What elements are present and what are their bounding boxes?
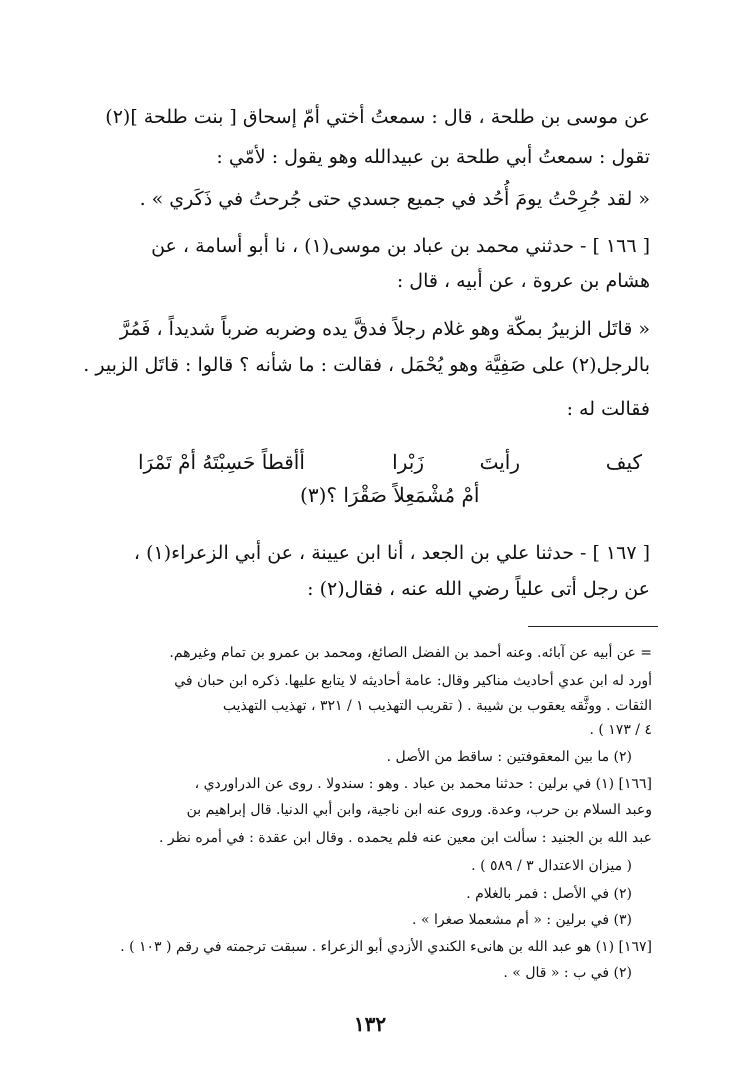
footnote-line: ( ميزان الاعتدال ٣ / ٥٨٩ ) . — [471, 858, 632, 874]
main-text-line: عن رجل أتى علياً رضي الله عنه ، فقال(٢) : — [307, 578, 650, 600]
main-text-line: هشام بن عروة ، عن أبيه ، قال : — [396, 270, 650, 292]
main-text-line: تقول : سمعتُ أبي طلحة بن عبيدالله وهو يقول : لأمّي : — [216, 146, 650, 168]
main-text-line: بالرجل(٢) على صَفِيَّة وهو يُحْمَل ، فقالت : ما شأنه ؟ قالوا : قاتَل الزبير . — [83, 354, 650, 376]
footnote-separator — [528, 626, 658, 627]
poem-line: أمْ مُشْمَعِلاً صَقْرَا ؟(٣) — [300, 483, 480, 507]
footnote-line: ٤ / ١٧٣ ) . — [589, 722, 652, 738]
footnote-line: (٢) ما بين المعقوفتين : ساقط من الأصل . — [386, 749, 632, 765]
footnote-line: أورد له ابن عدي أحاديث مناكير وقال: عامة أحاديثه لا يتابع عليها. ذكره ابن حبان في — [174, 673, 652, 689]
page-number: ١٣٢ — [353, 1012, 387, 1036]
footnote-line: = عن أبيه عن آبائه. وعنه أحمد بن الفضل الصائغ، ومحمد بن عمرو بن تمام وغيرهم. — [169, 645, 652, 661]
hadith-167-heading: [ ١٦٧ ] - حدثنا علي بن الجعد ، أنا ابن عيينة ، عن أبي الزعراء(١) ، — [133, 542, 650, 564]
poem-hemistich: أأقطاً حَسِبْتَهُ أمْ تَمْرَا — [138, 450, 305, 474]
main-text-line: فقالت له : — [566, 398, 650, 420]
footnote-line: [١٦٧] (١) هو عبد الله بن هانىء الكندي الأزدي أبو الزعراء . سبقت ترجمته في رقم ( ١٠٣ ) . — [120, 939, 652, 955]
poem-word: كيف — [605, 450, 642, 474]
footnote-line: (٣) في برلين : « أم مشعملا صغرا » . — [412, 912, 632, 928]
footnote-line: [١٦٦] (١) في برلين : حدثنا محمد بن عباد . وهو : سندولا . روى عن الدراوردي ، — [194, 776, 652, 792]
main-text-line: « قاتَل الزبيرُ بمكّة وهو غلام رجلاً فدقَّ يده وضربه ضرباً شديداً ، فَمُرَّ — [119, 318, 650, 340]
footnote-line: وعبد السلام بن حرب، وعدة. وروى عنه ابن ناجية، وابن أبي الدنيا. قال إبراهيم بن — [186, 802, 652, 818]
main-text-line: « لقد جُرِحْتُ يومَ أُحُد في جميع جسدي حتى جُرحتُ في ذَكَري » . — [139, 188, 650, 210]
footnote-line: الثقات . ووثَّقه يعقوب بن شيبة . ( تقريب التهذيب ١ / ٣٢١ ، تهذيب التهذيب — [222, 698, 652, 714]
footnote-line: عبد الله بن الجنيد : سألت ابن معين عنه فلم يحمده . وقال ابن عقدة : في أمره نظر . — [158, 830, 652, 846]
footnote-line: (٢) في ب : « قال » . — [503, 965, 632, 981]
footnote-line: (٢) في الأصل : فمر بالغلام . — [466, 886, 632, 902]
main-text-line: عن موسى بن طلحة ، قال : سمعتُ أختي أمّ إسحاق [ بنت طلحة ](٢) — [105, 106, 650, 128]
poem-word: زَبْرا — [392, 450, 424, 474]
poem-word: رأيتَ — [479, 450, 520, 474]
hadith-166-heading: [ ١٦٦ ] - حدثني محمد بن عباد بن موسى(١) ، نا أبو أسامة ، عن — [151, 235, 650, 257]
